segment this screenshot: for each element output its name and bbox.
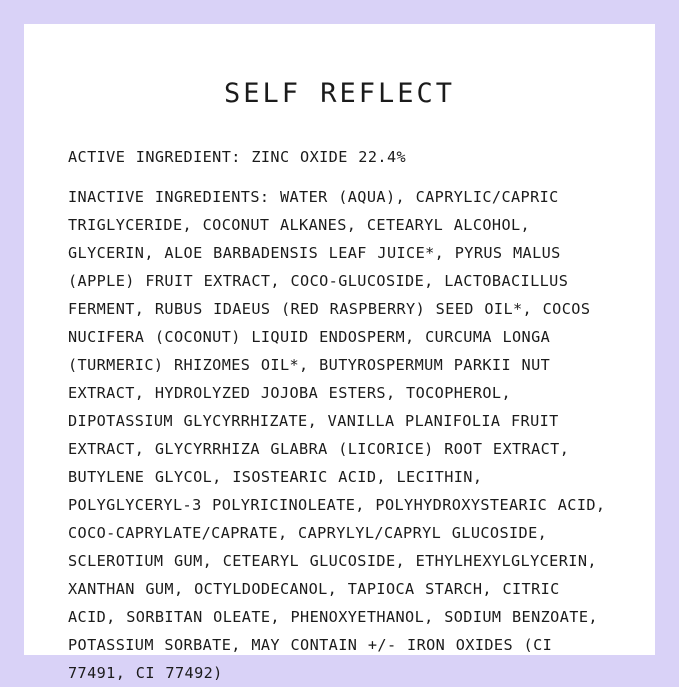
inactive-ingredients-text: INACTIVE INGREDIENTS: WATER (AQUA), CAPRYLIC/CAPRIC TRIGLYCERIDE, COCONUT ALKANES, CETEARYL ALCOHOL, GLYCERIN, ALOE BARBADENSIS LEAF JUICE*, PYRUS MALUS (APPLE) FRUIT EXTRACT, COCO-GLUCOSIDE, LACTOBACILLUS FERMENT, RUBUS IDAEUS (RED RASPBERRY) SEED OIL*, COCOS NUCIFERA (COCONUT) LIQUID ENDOSPERM, CURCUMA LONGA (TURMERIC) RHIZOMES OIL*, BUTYROSPERMUM PARKII NUT EXTRACT, HYDROLYZED JOJOBA ESTERS, TOCOPHEROL, DIPOTASSIUM GLYCYRRHIZATE, VANILLA PLANIFOLIA FRUIT EXTRACT, GLYCYRRHIZA GLABRA (LICORICE) ROOT EXTRACT, BUTYLENE GLYCOL, ISOSTEARIC ACID, LECITHIN, POLYGLYCERYL-3 POLYRICINOLEATE, POLYHYDROXYSTEARIC ACID, COCO-CAPRYLATE/CAPRATE, CAPRYLYL/CAPRYL GLUCOSIDE, SCLEROTIUM GUM, CETEARYL GLUCOSIDE, ETHYLHEXYLGLYCERIN, XANTHAN GUM, OCTYLDODECANOL, TAPIOCA STARCH, CITRIC ACID, SORBITAN OLEATE, PHENOXYETHANOL, SODIUM BENZOATE, POTASSIUM SORBATE, MAY CONTAIN +/- IRON OXIDES (CI 77491, CI 77492) xyxy=(68,188,606,682)
active-ingredient-text: ACTIVE INGREDIENT: ZINC OXIDE 22.4% xyxy=(68,148,407,166)
ingredient-label-card xyxy=(24,24,655,682)
page-title: SELF REFLECT xyxy=(223,78,456,109)
